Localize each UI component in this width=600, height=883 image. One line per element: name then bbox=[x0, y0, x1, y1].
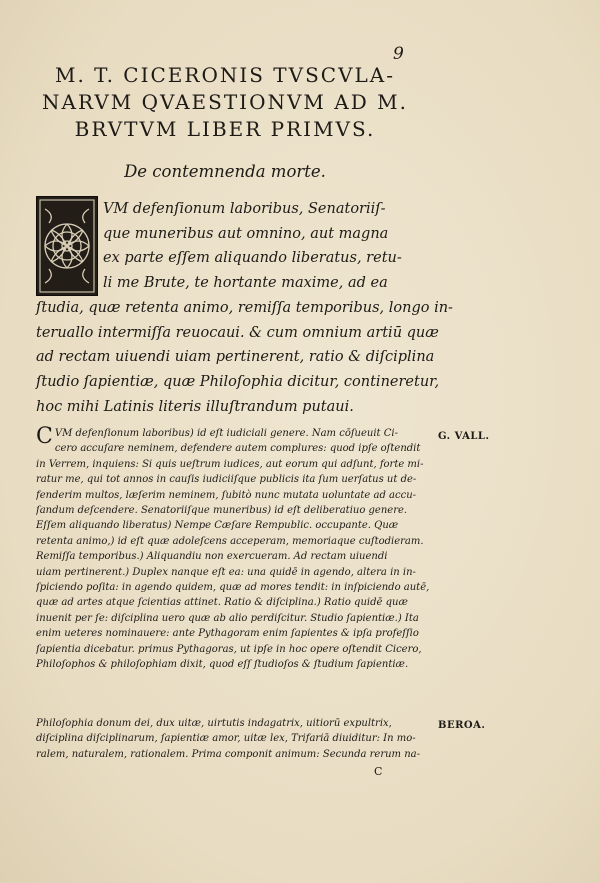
commentary-line: in Verrem, inquiens: Si quis ueſtrum iudices, aut eorum qui adſunt, forte mi- bbox=[36, 458, 424, 470]
text-line: VM defenſionum laboribus, Senatoriiſ- bbox=[103, 201, 386, 217]
commentary-line: ralem, naturalem, rationalem. Prima componit animum: Secunda rerum na- bbox=[36, 748, 420, 760]
section-heading: De contemnenda morte. bbox=[124, 162, 326, 181]
commentary-line: retenta animo,) id eſt quæ adoleſcens acceperam, memoriaque cuſtodieram. bbox=[36, 535, 424, 547]
margin-note: BEROA. bbox=[438, 720, 486, 731]
text-line: ſtudia, quæ retenta animo, remiſſa temporibus, longo in- bbox=[36, 299, 453, 316]
commentary-line: uiam pertinerent.) Duplex nanque eſt ea: una quidē in agendo, altera in in- bbox=[36, 566, 416, 578]
commentary-line: inuenit per ſe: diſciplina uero quæ ab alio perdiſcitur. Studio ſapientiæ.) Ita bbox=[36, 612, 419, 624]
commentary-line: quæ ad artes atque ſcientias attinet. Ratio & diſciplina.) Ratio quidē quæ bbox=[36, 597, 408, 609]
commentary-line: enim ueteres nominauere: ante Pythagoram enim ſapientes & ipſa profeſſio bbox=[36, 628, 419, 640]
commentary-line: ratur me, qui tot annos in cauſis iudiciiſque publicis ita ſum uerſatus ut de- bbox=[36, 474, 417, 486]
commentary-line: ſpiciendo poſita: in agendo quidem, quæ ad mores tendit: in inſpiciendo autē, bbox=[36, 582, 430, 594]
commentary bbox=[36, 426, 434, 673]
page-number: 9 bbox=[393, 44, 404, 64]
catchword: C bbox=[374, 765, 383, 778]
commentary-line: fenderim multos, læſerim neminem, ſubitò nunc mutata uoluntate ad accu- bbox=[36, 489, 417, 501]
commentary-line: Philoſophos & philoſophiam dixit, quod eſſ ſtudioſos & ſtudium ſapientiæ. bbox=[36, 659, 409, 671]
text-line: que muneribus aut omnino, aut magna bbox=[103, 225, 389, 242]
commentary-line: cero accuſare neminem, defendere autem complures: quod ipſe oſtendit bbox=[54, 443, 421, 455]
text-line: teruallo intermiſſa reuocaui. & cum omnium artiū quæ bbox=[36, 324, 439, 341]
margin-note: G. VALL. bbox=[438, 431, 490, 442]
title-line: M. T. CICERONIS TVSCVLA- bbox=[54, 63, 396, 87]
commentary-line: ſapientia dicebatur. primus Pythagoras, ut ipſe in hoc opere oſtendit Cicero, bbox=[36, 643, 422, 655]
title-line: BRVTVM LIBER PRIMVS. bbox=[74, 117, 376, 141]
text-line: ſtudio ſapientiæ, quæ Philoſophia dicitur, contineretur, bbox=[36, 373, 440, 390]
commentary-continued bbox=[36, 716, 434, 762]
commentary-initial: C bbox=[36, 424, 53, 449]
text-line: ex parte eſſem aliquando liberatus, retu- bbox=[103, 250, 402, 267]
commentary-line: Remiſſa temporibus.) Aliquandiu non exercueram. Ad rectam uiuendi bbox=[36, 551, 388, 563]
text-line: ad rectam uiuendi uiam pertinerent, ratio & diſciplina bbox=[36, 349, 435, 366]
commentary-line: ſandum deſcendere. Senatoriiſque muneribus) id eſt deliberatiuo genere. bbox=[36, 505, 408, 517]
text-line: hoc mihi Latinis literis illuſtrandum putaui. bbox=[36, 398, 354, 415]
text-line: li me Brute, te hortante maxime, ad ea bbox=[103, 275, 388, 292]
commentary-line: Eſſem aliquando liberatus) Nempe Cæſare Rempublic. occupante. Quæ bbox=[36, 520, 399, 532]
title-line: NARVM QVAESTIONVM AD M. bbox=[42, 90, 408, 114]
commentary-line: Philoſophia donum dei, dux uitæ, uirtutis indagatrix, uitiorū expultrix, bbox=[36, 718, 392, 729]
main-text bbox=[36, 197, 453, 419]
book-title bbox=[20, 62, 430, 143]
commentary-line: diſciplina diſciplinarum, ſapientiæ amor, uitæ lex, Trifariā diuiditur: In mo- bbox=[36, 733, 416, 745]
commentary-line: VM defenſionum laboribus) id eſt iudiciali genere. Nam cōſueuit Ci- bbox=[54, 428, 398, 439]
